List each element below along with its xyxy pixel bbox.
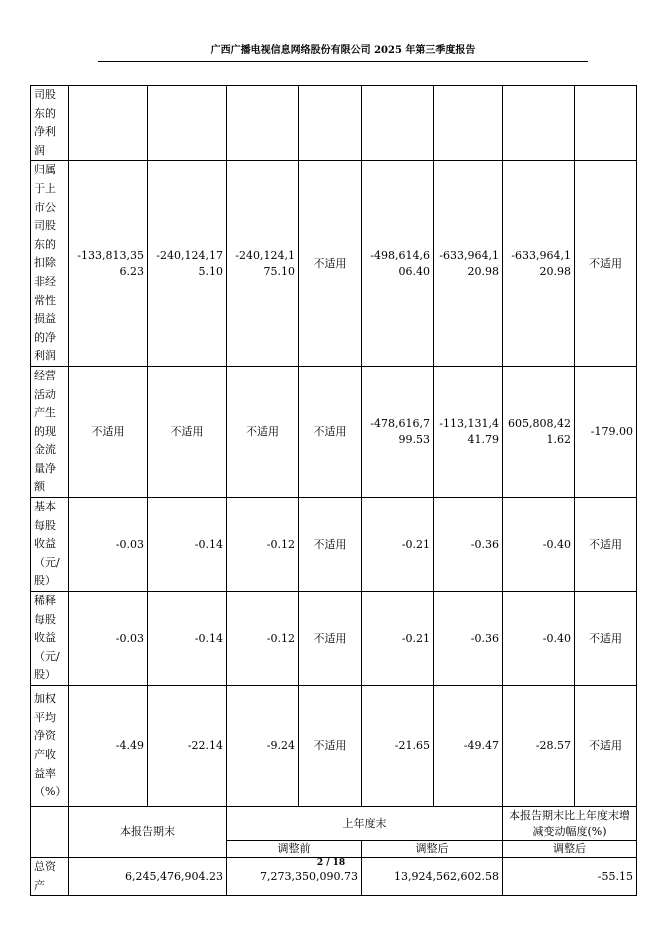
table-cell: 不适用 <box>575 161 637 367</box>
balance-header-row <box>31 807 637 841</box>
report-header: 广西广播电视信息网络股份有限公司 2025 年第三季度报告 <box>210 45 476 56</box>
table-cell: -0.14 <box>148 498 227 592</box>
row-label: 稀释每股收益（元/股） <box>31 592 69 686</box>
table-cell: -28.57 <box>503 686 575 807</box>
table-cell: -240,124,175.10 <box>227 161 299 367</box>
table-cell: -0.40 <box>503 592 575 686</box>
table-cell: -49.47 <box>434 686 503 807</box>
table-cell <box>148 86 227 161</box>
table-cell <box>299 86 362 161</box>
row-label: 归属于上市公司股东的扣除非经常性损益的净利润 <box>31 161 69 367</box>
table-row <box>31 86 637 161</box>
table-cell: -55.15 <box>503 858 637 896</box>
table-cell: 7,273,350,090.73 <box>227 858 362 896</box>
table-cell <box>362 86 434 161</box>
table-cell: -113,131,441.79 <box>434 366 503 497</box>
table-cell: -0.03 <box>69 498 148 592</box>
table-cell: -4.49 <box>69 686 148 807</box>
col-header-change: 本报告期末比上年度末增减变动幅度(%) <box>503 807 637 841</box>
table-cell <box>69 86 148 161</box>
table-cell: 不适用 <box>299 686 362 807</box>
table-cell: -0.36 <box>434 498 503 592</box>
table-cell: -0.12 <box>227 498 299 592</box>
table-row <box>31 498 637 592</box>
table-cell: -633,964,120.98 <box>434 161 503 367</box>
table-cell: 不适用 <box>299 592 362 686</box>
financial-table <box>30 85 637 896</box>
subheader-before: 调整前 <box>227 841 362 858</box>
subheader-after: 调整后 <box>362 841 503 858</box>
table-cell: -21.65 <box>362 686 434 807</box>
table-cell: 13,924,562,602.58 <box>362 858 503 896</box>
table-cell: -9.24 <box>227 686 299 807</box>
table-cell: -478,616,799.53 <box>362 366 434 497</box>
table-cell: -22.14 <box>148 686 227 807</box>
table-cell: 不适用 <box>575 592 637 686</box>
table-row <box>31 161 637 367</box>
subheader-change: 调整后 <box>503 841 637 858</box>
table-cell <box>575 86 637 161</box>
col-header-prior-year-end: 上年度末 <box>227 807 503 841</box>
table-cell: 不适用 <box>69 366 148 497</box>
col-header-current: 本报告期末 <box>69 807 227 858</box>
table-cell: -240,124,175.10 <box>148 161 227 367</box>
table-cell: 605,808,421.62 <box>503 366 575 497</box>
table-cell: -0.03 <box>69 592 148 686</box>
table-cell: -179.00 <box>575 366 637 497</box>
table-cell: 不适用 <box>299 366 362 497</box>
table-cell: -133,813,356.23 <box>69 161 148 367</box>
header-rule <box>98 61 588 62</box>
row-label: 加权平均净资产收益率（%） <box>31 686 69 807</box>
table-row <box>31 366 637 497</box>
table-cell <box>434 86 503 161</box>
blank-cell <box>31 807 69 858</box>
table-cell: -0.14 <box>148 592 227 686</box>
table-cell: 不适用 <box>227 366 299 497</box>
table-row <box>31 592 637 686</box>
row-label: 基本每股收益（元/股） <box>31 498 69 592</box>
table-cell: 不适用 <box>299 498 362 592</box>
table-cell: 不适用 <box>148 366 227 497</box>
table-cell: 不适用 <box>299 161 362 367</box>
row-label: 经营活动产生的现金流量净额 <box>31 366 69 497</box>
table-cell: 6,245,476,904.23 <box>69 858 227 896</box>
table-cell: -0.21 <box>362 592 434 686</box>
table-cell: -0.36 <box>434 592 503 686</box>
row-label: 总资产 <box>31 858 69 896</box>
table-cell: 不适用 <box>575 498 637 592</box>
table-cell <box>227 86 299 161</box>
table-cell: -0.21 <box>362 498 434 592</box>
page-number: 2 / 18 <box>316 858 346 868</box>
table-cell: 不适用 <box>575 686 637 807</box>
table-cell: -498,614,606.40 <box>362 161 434 367</box>
table-cell: -0.40 <box>503 498 575 592</box>
table-row <box>31 686 637 807</box>
row-label: 司股东的净利润 <box>31 86 69 161</box>
table-cell <box>503 86 575 161</box>
table-cell: -0.12 <box>227 592 299 686</box>
table-cell: -633,964,120.98 <box>503 161 575 367</box>
